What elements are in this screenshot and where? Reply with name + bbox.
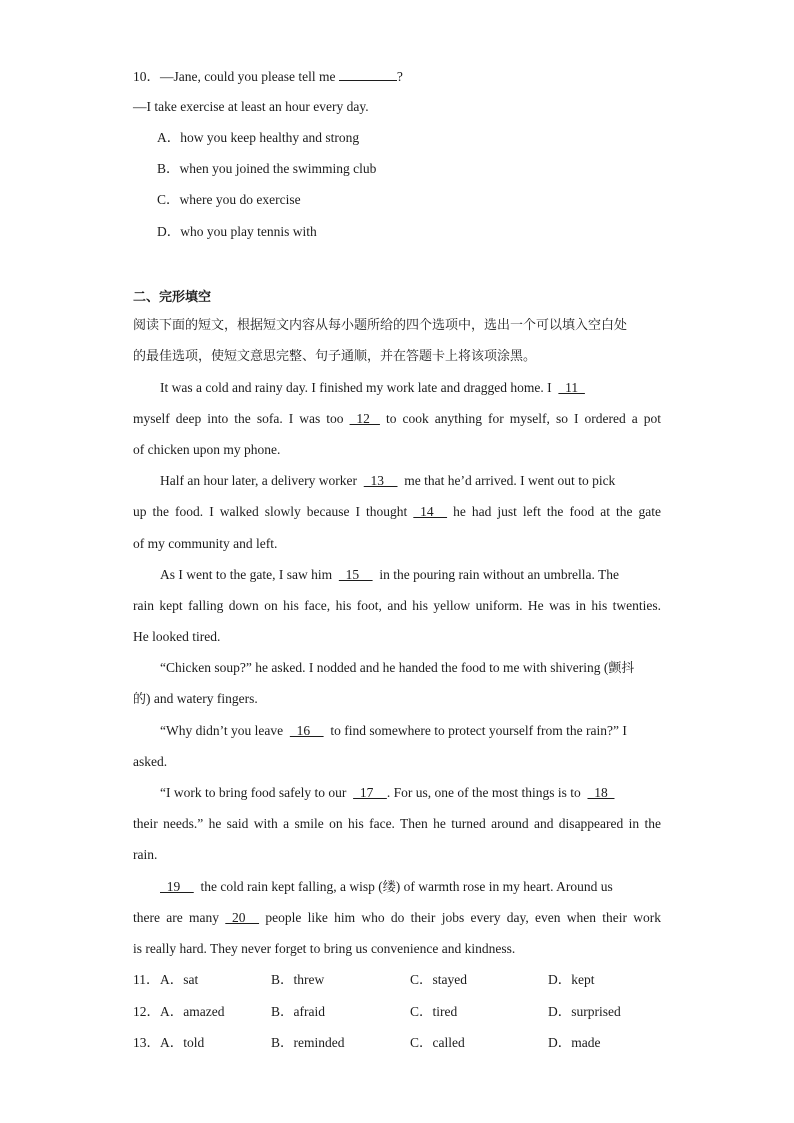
q10-answer-blank[interactable] [339,67,397,81]
blank-12[interactable]: 12 [349,411,380,426]
passage-text-cn: 缕 [382,880,396,895]
passage-p6-line3: rain. [133,847,158,862]
q10-option-c[interactable]: C．where you do exercise [157,192,301,207]
q10-option-b[interactable]: B．when you joined the swimming club [157,161,377,176]
passage-p3-line1 [160,566,619,584]
passage-p2-line3: of my community and left. [133,536,278,551]
passage-text: people like him who do their jobs every day, even when their work [265,910,662,925]
passage-p5-line1 [160,722,627,740]
q10-stem-text: 10．—Jane, could you please tell me [133,69,339,84]
passage-p6-line2: their needs.” he said with a smile on his face. Then he turned around and disappeared in the [133,816,661,831]
passage-p2-line1 [160,472,615,490]
passage-p4-line2 [133,690,258,709]
q10-option-a[interactable]: A．how you keep healthy and strong [157,130,360,145]
choice-c[interactable]: C．tired [410,1004,458,1019]
q10-option-d[interactable]: D．who you play tennis with [157,224,317,239]
blank-19[interactable]: 19 [160,879,194,894]
choice-number: 12． [133,1004,160,1019]
choice-b[interactable]: B．threw [271,972,325,987]
passage-text: myself deep into the sofa. I was too [133,411,344,426]
choice-a[interactable]: A．amazed [160,1004,225,1019]
passage-text-cn: 颤抖 [608,661,635,676]
choice-a[interactable]: A．sat [160,972,199,987]
passage-text: . For us, one of the most things is to [386,785,581,800]
choice-d[interactable]: D．made [548,1035,601,1050]
passage-text: “Chicken soup?” he asked. I nodded and he handed the food to me with shivering ( [160,660,609,675]
passage-text: “Why didn’t you leave [160,723,284,738]
passage-p4-line1 [160,659,634,678]
blank-18[interactable]: 18 [587,785,615,800]
passage-p3-line2: rain kept falling down on his face, his foot, and his yellow uniform. He was in his twenties. [133,598,661,613]
passage-p1-line1 [160,379,585,397]
section-instructions-line2: 的最佳选项，使短文意思完整、句子通顺，并在答题卡上将该项涂黑。 [133,349,537,364]
passage-p3-line3: He looked tired. [133,629,221,644]
choice-d[interactable]: D．kept [548,972,595,987]
section-heading: 二、完形填空 [133,290,212,305]
passage-p1-line3: of chicken upon my phone. [133,442,281,457]
q10-answer: —I take exercise at least an hour every day. [133,99,369,114]
choice-b[interactable]: B．afraid [271,1004,325,1019]
passage-text: ) and watery fingers. [146,691,258,706]
passage-text: It was a cold and rainy day. I finished my work late and dragged home. I [160,380,552,395]
q10-stem [133,67,403,86]
blank-16[interactable]: 16 [289,723,324,738]
passage-p7-line2 [133,909,661,927]
choice-c[interactable]: C．stayed [410,972,467,987]
blank-11[interactable]: 11 [558,380,585,395]
choice-b[interactable]: B．reminded [271,1035,345,1050]
blank-17[interactable]: 17 [353,785,387,800]
passage-text: “I work to bring food safely to our [160,785,347,800]
passage-text: ) of warmth rose in my heart. Around us [395,879,613,894]
q10-stem-end: ? [396,69,403,84]
passage-text: Half an hour later, a delivery worker [160,473,357,488]
passage-p1-line2 [133,410,661,428]
passage-text: he had just left the food at the gate [453,504,661,519]
blank-15[interactable]: 15 [338,567,373,582]
passage-p6-line1 [160,784,614,802]
passage-text: the cold rain kept falling, a wisp ( [200,879,383,894]
choice-d[interactable]: D．surprised [548,1004,621,1019]
passage-p7-line1 [160,878,613,897]
passage-text: in the pouring rain without an umbrella. The [379,567,620,582]
blank-20[interactable]: 20 [225,910,260,925]
passage-text: As I went to the gate, I saw him [160,567,333,582]
passage-text: me that he’d arrived. I went out to pick [404,473,616,488]
passage-p2-line2 [133,503,661,521]
section-instructions-line1: 阅读下面的短文，根据短文内容从每小题所给的四个选项中，选出一个可以填入空白处 [133,318,628,333]
choice-number: 11． [133,972,160,987]
blank-13[interactable]: 13 [363,473,398,488]
choice-c[interactable]: C．called [410,1035,465,1050]
choice-number: 13． [133,1035,160,1050]
choice-a[interactable]: A．told [160,1035,205,1050]
passage-text: to find somewhere to protect yourself from the rain?” I [330,723,627,738]
passage-p5-line2: asked. [133,754,168,769]
passage-text: there are many [133,910,220,925]
passage-p7-line3: is really hard. They never forget to bring us convenience and kindness. [133,941,516,956]
passage-text-cn: 的 [133,692,147,707]
passage-text: to cook anything for myself, so I ordered a pot [385,411,662,426]
passage-text: up the food. I walked slowly because I thought [133,504,408,519]
blank-14[interactable]: 14 [413,504,448,519]
